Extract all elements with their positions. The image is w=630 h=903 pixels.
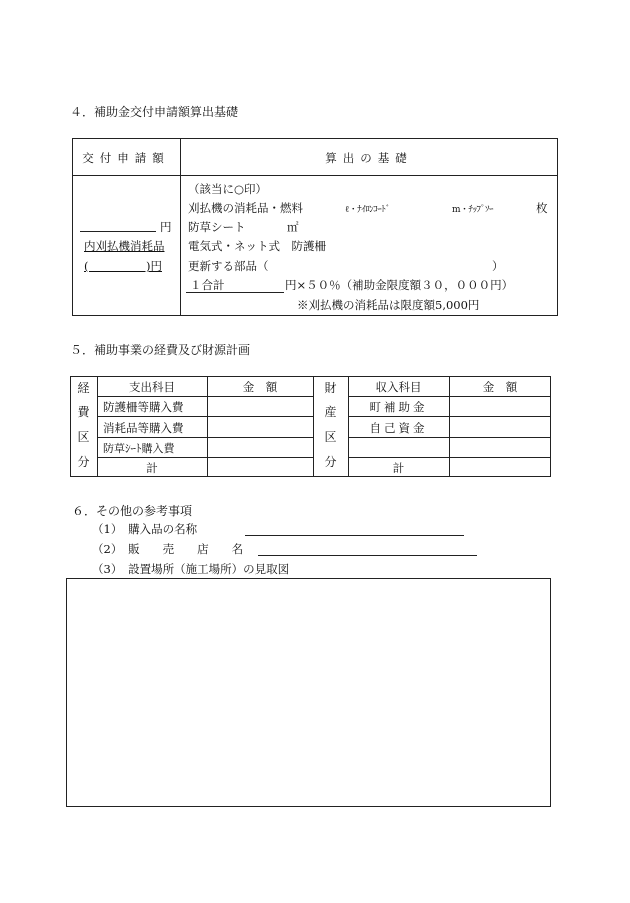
finance-side-char: 分 (324, 455, 337, 469)
inner-consumables-label: 内刈払機消耗品 (84, 239, 165, 253)
limit-note: ※刈払機の消耗品は限度額5,000円 (297, 298, 480, 312)
parts-line: 更新する部品（ (188, 259, 269, 273)
section6-title: ６．その他の参考事項 (72, 504, 193, 518)
expense-row: 消耗品等購入費 (103, 421, 184, 435)
expense-total: 計 (146, 461, 158, 475)
square-meter-unit: ㎡ (287, 220, 299, 234)
total-underline (186, 292, 284, 293)
yen-label: 円 (160, 220, 172, 234)
consumables-line: 刈払機の消耗品・燃料 (188, 201, 303, 215)
product-name-label: （1） 購入品の名称 (92, 522, 198, 536)
section5-title: ５．補助事業の経費及び財源計画 (70, 343, 251, 357)
total-calculation: 円×５０％（補助金限度額３０，０００円） (285, 278, 514, 292)
weed-sheet-line: 防草シート (188, 220, 246, 234)
section4-title: ４．補助金交付申請額算出基礎 (70, 105, 239, 119)
site-map-box (66, 578, 551, 807)
amount-blank (80, 231, 156, 232)
expense-row: 防草ｼｰﾄ購入費 (103, 442, 175, 455)
income-item-header: 収入科目 (375, 380, 422, 394)
apply-amount-header: 交付申請額 (82, 151, 170, 165)
income-row: 町補助金 (369, 400, 428, 414)
site-map-label: （3） 設置場所（施工場所）の見取図 (92, 562, 290, 576)
expense-amount-header: 金 額 (242, 380, 278, 394)
store-name-line (258, 555, 477, 556)
expense-side-char: 費 (77, 405, 90, 419)
expense-side-char: 分 (77, 455, 90, 469)
parts-close: ） (492, 259, 504, 273)
finance-side-char: 区 (324, 430, 337, 444)
basis-header: 算出の基礎 (325, 151, 413, 165)
expense-row: 防護柵等購入費 (103, 400, 184, 414)
income-amount-header: 金 額 (482, 380, 518, 394)
total-label: １合計 (190, 278, 225, 292)
chip-saw-unit: m・ﾁｯﾌﾟｿｰ (452, 205, 494, 215)
income-row: 自己資金 (369, 421, 428, 435)
expense-side-char: 区 (77, 430, 90, 444)
nylon-cord-unit: ℓ・ﾅｲﾛﾝｺｰﾄﾞ (345, 205, 390, 215)
expense-item-header: 支出科目 (129, 380, 175, 394)
fence-line: 電気式・ネット式 防護柵 (188, 239, 326, 253)
select-note: （該当に○印） (188, 182, 268, 196)
expense-side-char: 経 (77, 381, 90, 395)
sheet-unit: 枚 (536, 201, 548, 215)
product-name-line (245, 535, 464, 536)
income-total: 計 (392, 461, 405, 475)
finance-side-char: 産 (324, 405, 337, 419)
store-name-label: （2） 販 売 店 名 (92, 542, 244, 556)
inner-consumables-amount: ( )円 (84, 259, 162, 273)
finance-side-char: 財 (324, 381, 337, 395)
